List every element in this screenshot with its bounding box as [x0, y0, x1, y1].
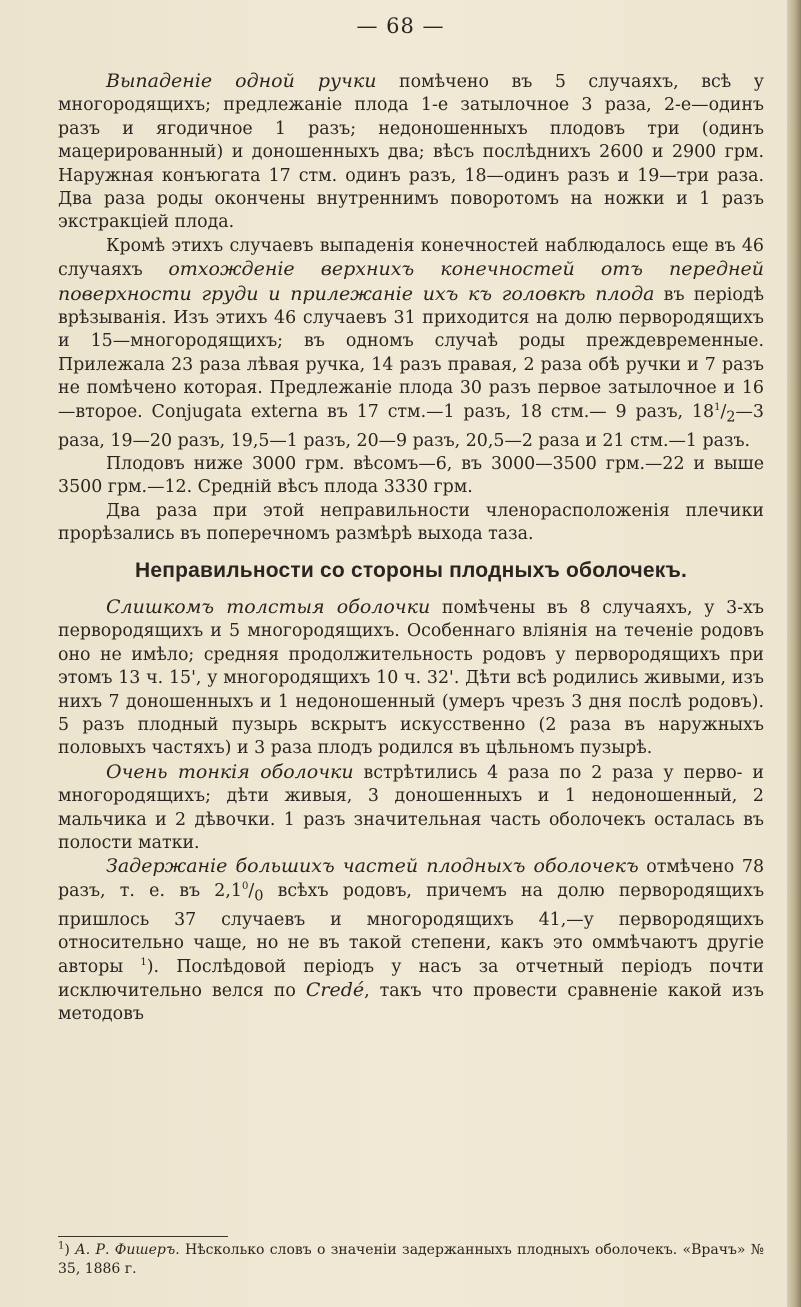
paragraph-thin-membranes: [58, 761, 764, 856]
italic-name-crede: Credé: [305, 978, 365, 1001]
page-edge-shadow: [787, 0, 801, 1307]
paragraph-text: —3 раза, 19—20 разъ, 19,5—1 разъ, 20—9 разъ, 20,5—2 раза и 21 стм.—1 разъ.: [58, 401, 764, 451]
footnote: [58, 1241, 764, 1279]
percent-top: 0: [241, 881, 249, 893]
run-in-heading-retained-membranes: Задержаніе большихъ частей плодныхъ оболочекъ: [106, 855, 639, 878]
page-number: — 68 —: [356, 14, 445, 38]
percent-bottom: 0: [254, 888, 264, 905]
run-in-heading-arm-prolapse: Выпаденіе одной ручки: [106, 70, 377, 92]
italic-term: отхожденіе верхнихъ конечностей отъ передней поверхности груди и прилежаніе ихъ къ головкѣ плода: [58, 258, 764, 305]
footnote-divider: [58, 1236, 228, 1237]
paragraph-thick-membranes: [58, 596, 764, 761]
paragraph-arm-prolapse: [58, 70, 764, 235]
fraction-numerator: 1: [714, 401, 721, 413]
footnote-text: Нѣсколько словъ о значеніи задержанныхъ плодныхъ оболочекъ. «Врачъ» № 35, 1886 г.: [58, 1242, 764, 1277]
run-in-heading-thick-membranes: Слишкомъ толстыя оболочки: [106, 596, 431, 618]
paragraph-text: помѣчены въ 8 случаяхъ, у 3-хъ первородящихъ и 5 многородящихъ. Особеннаго вліянія на теченіе родовъ оно не имѣло; средняя продолжительность родовъ у первородящихъ при этомъ 13 ч. 15', у многородящихъ 10 ч. 32'. Дѣти всѣ родились живыми, изъ нихъ 7 доношенныхъ и 1 недоношенный (умеръ чрезъ 3 дня послѣ родовъ). 5 разъ плодный пузырь вскрытъ искусственно (2 раза въ наружныхъ половыхъ частяхъ) и 3 раза плодъ родился въ цѣльномъ пузырѣ.: [58, 598, 764, 759]
paragraph-text: встрѣтились 4 раза по 2 раза у перво- и многородящихъ; дѣти живыя, 3 доношенныхъ и 1 недоношенный, 2 мальчика и 2 дѣвочки. 1 разъ значительная часть оболочекъ осталась въ полости матки.: [58, 762, 764, 854]
paragraph-text: Кромѣ этихъ случаевъ выпаденія конечностей наблюдалось еще въ 46 случаяхъ: [58, 235, 764, 281]
run-in-heading-thin-membranes: Очень тонкія оболочки: [106, 760, 354, 783]
paragraph-text: ). Послѣдовой періодъ у насъ за отчетный періодъ почти исключительно велся по: [58, 956, 764, 1001]
fraction-slash: /: [720, 401, 727, 422]
footnote-author: А. Р. Фишеръ.: [75, 1242, 180, 1258]
paragraph-fetal-weight: Плодовъ ниже 3000 грм. вѣсомъ—6, въ 3000—3500 грм.—22 и выше 3500 грм.—12. Средній вѣсъ плода 3330 грм.: [58, 453, 764, 498]
paragraph-text: помѣчено въ 5 случаяхъ, всѣ у многородящихъ; предлежаніе плода 1-е затылочное 3 раза, 2-е—одинъ разъ и ягодичное 1 разъ; недоношенныхъ плодовъ три (одинъ мацерированный) и доношенныхъ два; вѣсъ послѣднихъ 2600 и 2900 грм. Наружная конъюгата 17 стм. одинъ разъ, 18—одинъ разъ и 19—три раза. Два раза роды окончены внутреннимъ поворотомъ на ножки и 1 разъ экстракціей плода.: [58, 72, 764, 233]
paragraph-text: , такъ что провести сравненіе какой изъ методовъ: [58, 980, 764, 1025]
paragraph-arms-position: [58, 235, 764, 453]
footnote-reference: 1: [140, 956, 147, 968]
section-heading: Неправильности со стороны плодныхъ оболочекъ.: [134, 558, 688, 582]
paragraph-shoulders: Два раза при этой неправильности членорасположенія плечики прорѣзались въ поперечномъ размѣрѣ выхода таза.: [58, 500, 764, 545]
paragraph-text: отмѣчено 78 разъ, т. е. въ 2,1: [58, 857, 765, 901]
paragraph-retained-membranes: [58, 855, 764, 1026]
fraction-denominator: 2: [726, 409, 736, 426]
percent-slash: /: [248, 880, 255, 901]
footnote-separator: ): [64, 1242, 76, 1258]
footnote-marker: 1: [58, 1240, 65, 1252]
paragraph-text: всѣхъ родовъ, причемъ на долю первородящихъ пришлось 37 случаевъ и многородящихъ 41,—у первородящихъ относительно чаще, но не въ такой степени, какъ это оммѣчаютъ другіе авторы: [58, 880, 765, 977]
paragraph-text: въ періодѣ врѣзыванія. Изъ этихъ 46 случаевъ 31 приходится на долю первородящихъ и 15—многородящихъ; въ одномъ случаѣ роды преждевременные. Прилежала 23 раза лѣвая ручка, 14 разъ правая, 2 раза обѣ ручки и 7 разъ не помѣчено которая. Предлежаніе плода 30 разъ первое затылочное и 16—второе. Conjugata externa въ 17 стм.—1 разъ, 18 стм.— 9 разъ, 18: [58, 284, 764, 422]
body-text: [58, 70, 764, 1027]
